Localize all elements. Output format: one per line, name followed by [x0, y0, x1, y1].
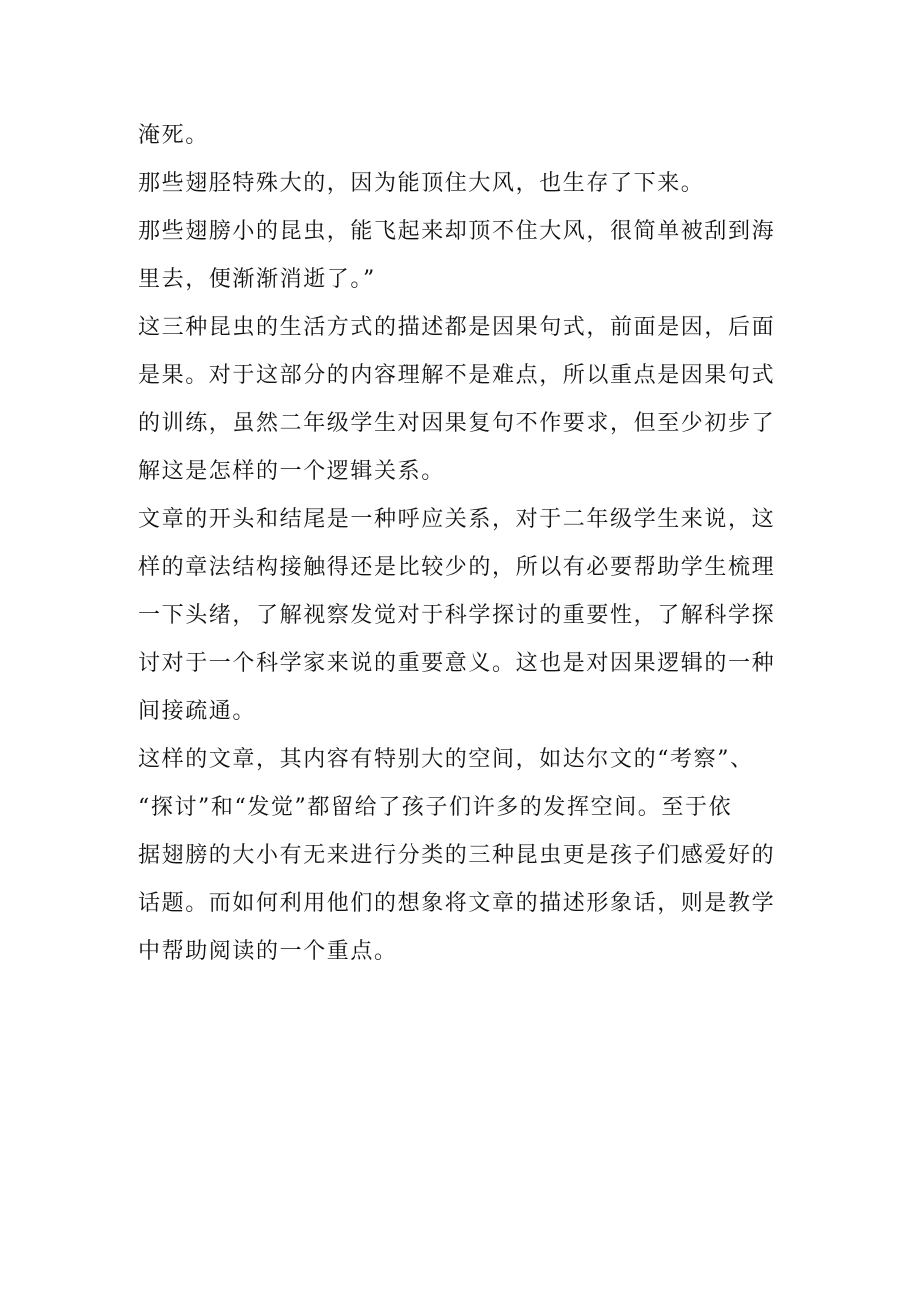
text-line: 里去，便渐渐消逝了。” [138, 267, 376, 292]
text-line: 样的章法结构接触得还是比较少的，所以有必要帮助学生梳理 [138, 555, 776, 580]
body-text [138, 112, 783, 976]
text-line: 话题。而如何利用他们的想象将文章的描述形象话，则是教学 [138, 891, 776, 916]
text-line: 间接疏通。 [138, 699, 257, 724]
text-line: 是果。对于这部分的内容理解不是难点，所以重点是因果句式 [138, 363, 776, 388]
text-line: 中帮助阅读的一个重点。 [138, 939, 398, 964]
text-line: 一下头绪，了解视察发觉对于科学探讨的重要性，了解科学探 [138, 603, 776, 628]
text-line: 那些翅膀小的昆虫，能飞起来却顶不住大风，很简单被刮到海 [138, 219, 776, 244]
text-line: 的训练，虽然二年级学生对因果复句不作要求，但至少初步了 [138, 411, 776, 436]
text-line: 这三种昆虫的生活方式的描述都是因果句式，前面是因，后面 [138, 315, 776, 340]
text-line: “探讨”和“发觉”都留给了孩子们许多的发挥空间。至于依 [138, 795, 733, 820]
text-line: 淹死。 [138, 123, 209, 148]
text-line: 那些翅胫特殊大的，因为能顶住大风，也生存了下来。 [138, 171, 705, 196]
text-line: 讨对于一个科学家来说的重要意义。这也是对因果逻辑的一种 [138, 651, 776, 676]
text-line: 解这是怎样的一个逻辑关系。 [138, 459, 445, 484]
text-line: 这样的文章，其内容有特别大的空间，如达尔文的“考察”、 [138, 747, 754, 772]
text-line: 文章的开头和结尾是一种呼应关系，对于二年级学生来说，这 [138, 507, 776, 532]
text-line: 据翅膀的大小有无来进行分类的三种昆虫更是孩子们感爱好的 [138, 843, 776, 868]
